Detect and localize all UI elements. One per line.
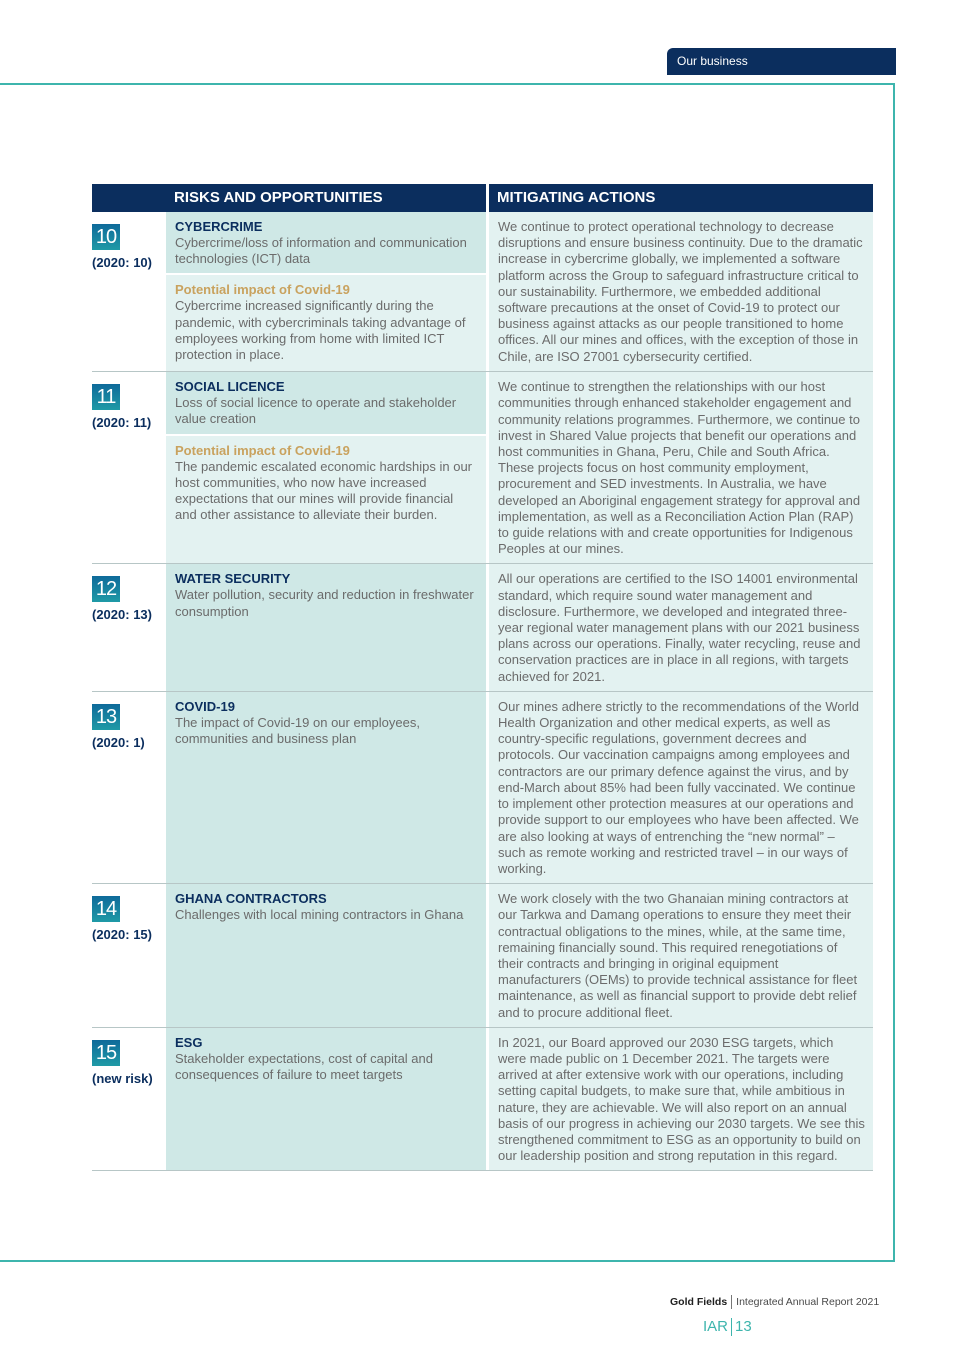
company-name: Gold Fields: [670, 1295, 728, 1308]
section-tab: Our business: [667, 48, 896, 75]
covid-impact: [166, 273, 486, 371]
mitigating-action-cell: [489, 692, 873, 883]
table-row: [92, 884, 873, 1028]
risk-description: [166, 1028, 486, 1171]
mitigating-action-text: We work closely with the two Ghanaian mining contractors at our Tarkwa and Damang operations to ensure they meet their contractual obligations to the mines, while, at the same time, remaining financially sound. This required renegotiations of their contracts and bringing in original equipment manufacturers (OEMs) to provide technical assistance for fleet maintenance, as well as financial support to provide debt relief and to procure additional fleet.: [498, 891, 858, 1020]
risk-text: Water pollution, security and reduction in freshwater consumption: [175, 587, 474, 619]
previous-rank: (2020: 1): [92, 734, 145, 750]
risk-title: CYBERCRIME: [175, 219, 263, 234]
risk-description: [166, 692, 486, 883]
mitigating-action-cell: [489, 372, 873, 563]
mitigating-action-text: In 2021, our Board approved our 2030 ESG targets, which were made public on 1 December 2021. The targets were arrived at after extensive work with our operations, including setting capital budgets, to make sure that, while ambitious in nature, they are achievable. We will also report on an annual basis of our progress in achieving our 2030 targets. We see this strengthened commitment to ESG as an opportunity to build on our leadership position and strong reputation in this regard.: [498, 1034, 865, 1164]
table-row: [92, 692, 873, 884]
page-number-block: [703, 1318, 752, 1336]
risk-title: COVID-19: [175, 698, 235, 714]
risk-table: [92, 184, 873, 1171]
header-number-cell: [92, 184, 166, 212]
table-row: [92, 372, 873, 564]
mitigating-action-cell: [489, 1028, 873, 1171]
risk-cell: [166, 372, 486, 563]
table-row: [92, 564, 873, 691]
risk-number-cell: [92, 372, 166, 563]
covid-impact: [166, 434, 486, 564]
table-row: [92, 1028, 873, 1172]
risk-number-cell: [92, 212, 166, 371]
risk-text: Loss of social licence to operate and stakeholder value creation: [175, 395, 457, 427]
mitigating-action-cell: [489, 564, 873, 690]
header-actions: MITIGATING ACTIONS: [489, 184, 873, 212]
risk-description: [166, 884, 486, 1027]
mitigating-action-text: We continue to protect operational technology to decrease disruptions and ensure business continuity. Due to the dramatic increase in cybercrime globally, we implemented a software platform across the Group to safeguard infrastructure critical to our sustainability. Furthermore, we embedded additional software precautions at the onset of Covid-19 to protect our business against attacks as our people transitioned to home offices. All our mines and offices, with the exception of those in Chile, are ISO 27001 cybersecurity certified.: [498, 219, 863, 364]
risk-description: [166, 212, 486, 273]
footer: [670, 1295, 879, 1309]
risk-number: 11: [92, 384, 120, 410]
risk-cell: [166, 212, 486, 371]
risk-number: 10: [92, 224, 120, 250]
previous-rank: (2020: 13): [92, 607, 152, 623]
previous-rank: (2020: 10): [92, 255, 152, 270]
risk-text: Stakeholder expectations, cost of capital and consequences of failure to meet targets: [175, 1050, 433, 1082]
risk-number-cell: [92, 692, 166, 883]
risk-description: [166, 372, 486, 433]
mitigating-action-cell: [489, 884, 873, 1027]
risk-title: WATER SECURITY: [175, 571, 291, 587]
report-title: Integrated Annual Report 2021: [736, 1295, 880, 1308]
risk-number-cell: [92, 564, 166, 690]
risk-title: ESG: [175, 1034, 203, 1050]
covid-impact-text: The pandemic escalated economic hardships in our host communities, who now have increased expectations that our mines will provide financial and other assistance to alleviate their burden.: [175, 458, 473, 523]
page-number: 13: [735, 1318, 752, 1335]
covid-impact-title: Potential impact of Covid-19: [175, 442, 350, 458]
covid-impact-text: Cybercrime increased significantly during the pandemic, with cybercriminals taking advantage of employees working from home with limited ICT protection in place.: [175, 298, 466, 363]
risk-number: 15: [92, 1040, 120, 1066]
previous-rank: (2020: 15): [92, 927, 152, 943]
mitigating-action-text: Our mines adhere strictly to the recommendations of the World Health Organization and other medical experts, as well as country-specific regulations, government decrees and protocols. Our vaccination campaigns among employees and contractors are our primary defence against the virus, and by end-March about 85% had been fully vaccinated. We continue to implement other protection measures at our operations and provide support to our employees who have been affected. We are also looking at ways of entrenching the “new normal” – such as remote working and restricted travel – in our ways of working.: [498, 698, 860, 876]
mitigating-action-cell: [489, 212, 873, 371]
mitigating-action-text: All our operations are certified to the ISO 14001 environmental standard, which require sound water management and disclosure. Furthermore, we developed and integrated three-year regional water management plans with our 2021 business plans across our operations. Finally, water recycling, reuse and conservation practices are in place in all regions, with targets achieved for 2021.: [498, 571, 861, 684]
previous-rank: (new risk): [92, 1070, 153, 1086]
risk-number: 13: [92, 704, 120, 730]
risk-cell: [166, 564, 486, 690]
table-header: [92, 184, 873, 212]
risk-number: 14: [92, 896, 120, 922]
risk-number-cell: [92, 884, 166, 1027]
page-number-divider: [731, 1318, 732, 1336]
risk-text: The impact of Covid-19 on our employees, communities and business plan: [175, 714, 420, 747]
risk-cell: [166, 1028, 486, 1171]
risk-text: Challenges with local mining contractors in Ghana: [175, 907, 464, 923]
report-abbrev: IAR: [703, 1318, 729, 1335]
previous-rank: (2020: 11): [92, 415, 152, 431]
risk-description: [166, 564, 486, 690]
footer-divider: [731, 1295, 732, 1309]
header-risks: RISKS AND OPPORTUNITIES: [166, 184, 486, 212]
risk-number: 12: [92, 576, 120, 602]
risk-text: Cybercrime/loss of information and communication technologies (ICT) data: [175, 235, 467, 267]
risk-title: GHANA CONTRACTORS: [175, 891, 327, 907]
risk-number-cell: [92, 1028, 166, 1171]
risk-cell: [166, 692, 486, 883]
table-row: [92, 212, 873, 372]
risk-cell: [166, 884, 486, 1027]
covid-impact-title: Potential impact of Covid-19: [175, 282, 350, 298]
mitigating-action-text: We continue to strengthen the relationships with our host communities through enhanced stakeholder engagement and community relations programmes. Furthermore, we continue to invest in Shared Value projects that benefit our operations and host communities in Ghana, Peru, Chile and South Africa. These projects focus on host community employment, procurement and SED investments. In Australia, we have developed an Aboriginal engagement strategy for approval and implementation, as well as a Reconciliation Action Plan (RAP) to guide relations with and create opportunities for Indigenous Peoples at our mines.: [498, 379, 861, 557]
risk-title: SOCIAL LICENCE: [175, 379, 285, 395]
